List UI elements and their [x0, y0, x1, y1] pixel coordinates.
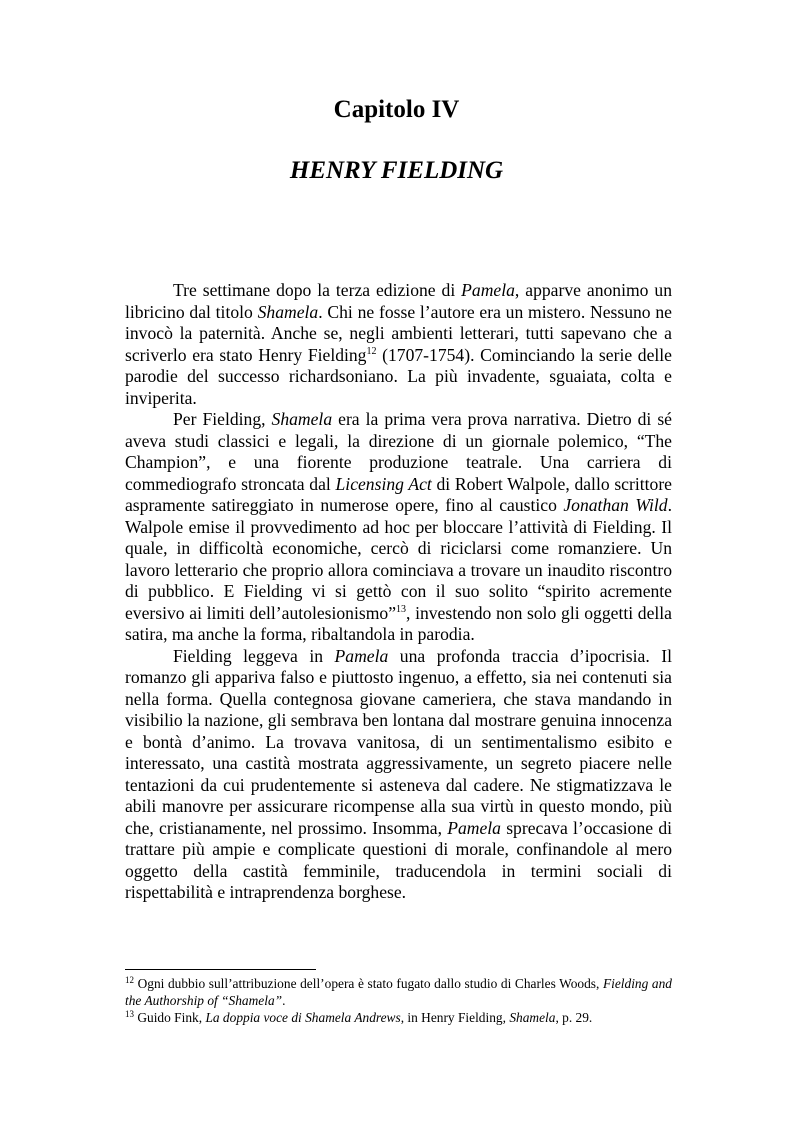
italic-text: Shamela [271, 409, 333, 429]
text-run: sprecava l’occasione di trattare più ampie e complicate questioni di morale, confinandole al mero oggetto della castità femminile, traducendola in termini sociali di rispettabilità e intraprendenza borghese. [125, 817, 672, 902]
footnote-number: 12 [125, 975, 134, 985]
italic-text: La doppia voce di Shamela Andrews [205, 1010, 401, 1025]
text-run: . Walpole emise il provvedimento ad hoc per bloccare l’attività di Fielding. Il quale, in difficoltà economiche, cercò di riciclarsi come romanziere. Un lavoro letterario che proprio allora cominciava a trovare un inaudito riscontro di pubblico. E Fielding vi si gettò con il suo solito “spirito acremente eversivo ai limiti dell’autolesionismo” [125, 495, 672, 623]
text-run: Tre settimane dopo la terza edizione di [173, 280, 462, 300]
text-run: , in Henry Fielding, [400, 1010, 510, 1025]
text-run: era la prima vera prova narrativa. Dietro di sé aveva studi classici e legali, la direzione di un giornale polemico, “The Champion”, e una fiorente produzione teatrale. Una carriera di commediografo stroncata dal [125, 409, 672, 494]
text-run: una profonda traccia d’ipocrisia. Il romanzo gli appariva falso e piuttosto ingenuo, a effetto, sia nei contenuti sia nella forma. Quella contegnosa giovane cameriera, che stava mandando in visibilio la nazione, gli sembrava ben lontana dal mostrare genuina innocenza e bontà d’animo. La trovava vanitosa, di un sentimentalismo esibito e interessato, una castità mostrata aggressivamente, un segreto piacere nelle tentazioni da cui prudentemente si asteneva dal cadere. Ne stigmatizzava le abili manovre per assicurare ricompense alla sua virtù in questo mondo, più che, cristianamente, nel prossimo. Insomma, [125, 645, 672, 838]
text-run: Per Fielding, [173, 409, 272, 429]
italic-text: Pamela [461, 280, 515, 300]
italic-text: Jonathan Wild [563, 495, 668, 515]
text-run: Guido Fink, [134, 1010, 206, 1025]
text-run: Fielding leggeva in [173, 645, 335, 666]
footnote-separator [125, 969, 316, 970]
italic-text: Pamela [447, 817, 501, 838]
text-run: . Chi ne fosse l’autore era un mistero. Nessuno ne invocò la paternità. Anche se, negli ambienti letterari, tutti sapevano che a scriverlo era stato Henry Fielding [125, 301, 672, 365]
footnote [125, 975, 672, 1009]
italic-text: Licensing Act [335, 473, 432, 494]
italic-text: Shamela [257, 301, 319, 322]
text-run: (1707-1754). Cominciando la serie delle parodie del successo richardsoniano. La più invadente, sguaiata, colta e inviperita. [125, 344, 672, 408]
italic-text: Pamela [334, 645, 389, 666]
text-run: Ogni dubbio sull’attribuzione dell’opera è stato fugato dallo studio di Charles Woods, [134, 976, 603, 991]
chapter-subtitle: HENRY FIELDING [289, 157, 504, 184]
text-run: . [282, 993, 286, 1008]
footnote-ref: 13 [396, 603, 407, 615]
footnote [125, 1009, 672, 1026]
body-text [125, 280, 672, 904]
paragraph [125, 280, 672, 409]
paragraph [125, 409, 672, 646]
text-run: , apparve anonimo un libricino dal titolo [125, 280, 672, 322]
footnote-ref: 12 [366, 345, 377, 357]
paragraph [125, 646, 672, 904]
text-run: , investendo non solo gli oggetti della satira, ma anche la forma, ribaltandola in parodia. [125, 602, 672, 644]
text-run: , p. 29. [555, 1010, 593, 1025]
italic-text: Fielding and the Authorship of “Shamela” [125, 976, 672, 1008]
footnote-number: 13 [125, 1009, 134, 1019]
text-run: di Robert Walpole, dallo scrittore aspramente satireggiato in numerose opere, fino al caustico [125, 473, 672, 515]
footnotes [125, 975, 672, 1026]
chapter-title: Capitolo IV [333, 96, 460, 123]
italic-text: Shamela [509, 1010, 556, 1025]
